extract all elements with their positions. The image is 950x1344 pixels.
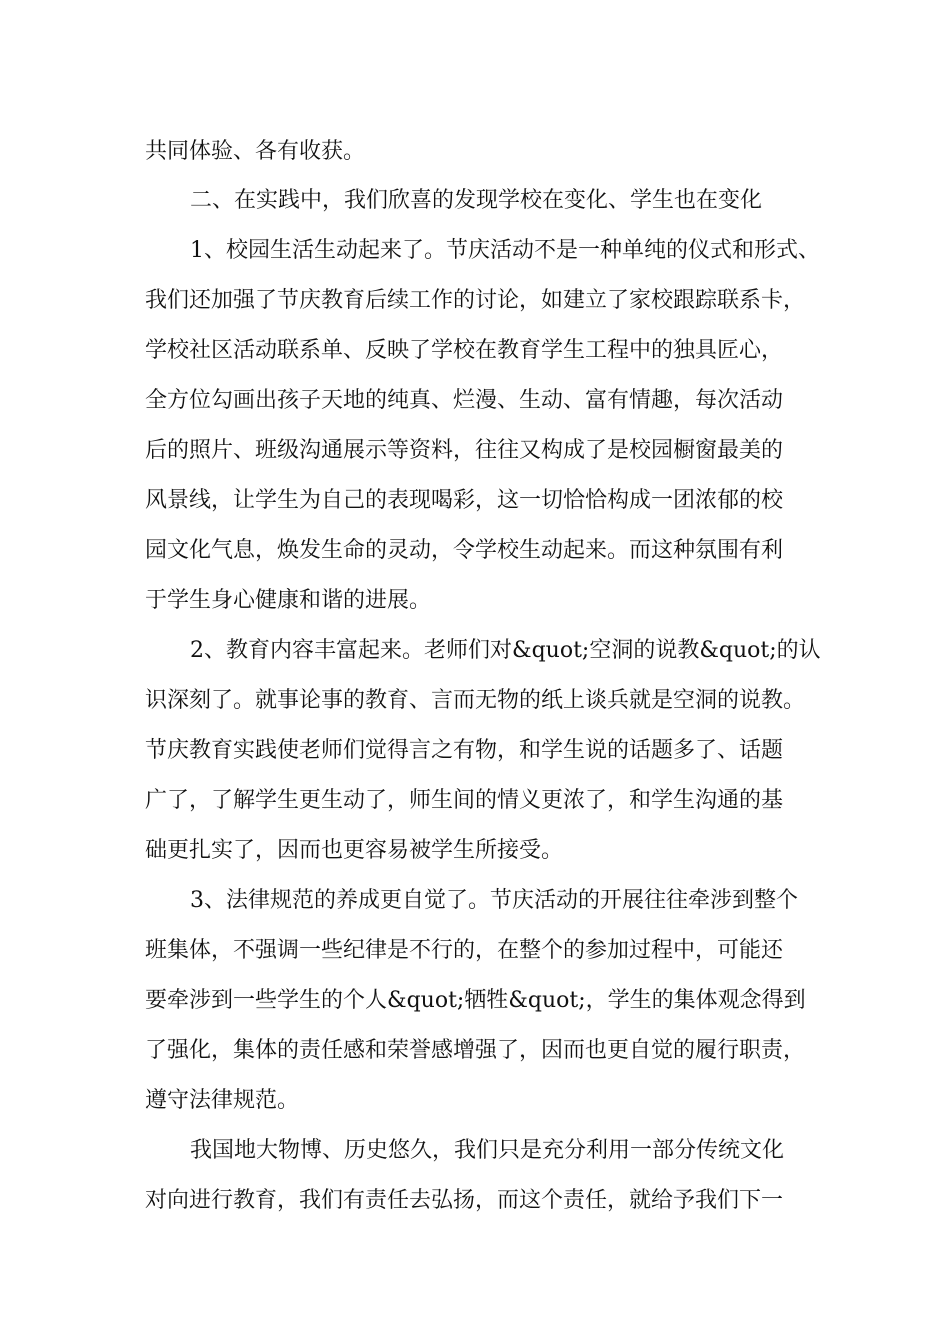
paragraph-line: 础更扎实了，因而也更容易被学生所接受。 [145,838,564,863]
paragraph-line: 我国地大物博、历史悠久，我们只是充分利用一部分传统文化 [190,1138,785,1163]
section-heading: 二、在实践中，我们欣喜的发现学校在变化、学生也在变化 [190,188,763,213]
paragraph-line: 对向进行教育，我们有责任去弘扬，而这个责任，就给予我们下一 [145,1188,784,1213]
paragraph-line: 班集体，不强调一些纪律是不行的，在整个的参加过程中，可能还 [145,938,784,963]
text-line: 共同体验、各有收获。 [145,139,366,164]
paragraph-line: 3、法律规范的养成更自觉了。节庆活动的开展往往牵涉到整个 [190,888,798,913]
paragraph-line: 了强化，集体的责任感和荣誉感增强了，因而也更自觉的履行职责， [145,1038,806,1063]
paragraph-line: 识深刻了。就事论事的教育、言而无物的纸上谈兵就是空洞的说教。 [145,688,806,713]
paragraph-line: 园文化气息，焕发生命的灵动，令学校生动起来。而这种氛围有利 [145,538,784,563]
paragraph-line: 遵守法律规范。 [145,1088,300,1113]
paragraph-line: 全方位勾画出孩子天地的纯真、烂漫、生动、富有情趣，每次活动 [145,388,784,413]
paragraph-line: 于学生身心健康和谐的进展。 [145,588,432,613]
paragraph-line: 1、校园生活生动起来了。节庆活动不是一种单纯的仪式和形式、 [190,238,820,263]
paragraph-line: 学校社区活动联系单、反映了学校在教育学生工程中的独具匠心， [145,338,784,363]
paragraph-line: 我们还加强了节庆教育后续工作的讨论，如建立了家校跟踪联系卡， [145,288,806,313]
paragraph-line: 风景线，让学生为自己的表现喝彩，这一切恰恰构成一团浓郁的校 [145,488,784,513]
paragraph-line: 节庆教育实践使老师们觉得言之有物，和学生说的话题多了、话题 [145,738,784,763]
paragraph-line: 广了，了解学生更生动了，师生间的情义更浓了，和学生沟通的基 [145,788,784,813]
paragraph-line: 2、教育内容丰富起来。老师们对&quot;空洞的说教&quot;的认 [190,638,821,663]
paragraph-line: 后的照片、班级沟通展示等资料，往往又构成了是校园橱窗最美的 [145,438,784,463]
paragraph-line: 要牵涉到一些学生的个人&quot;牺牲&quot;，学生的集体观念得到 [145,988,806,1013]
